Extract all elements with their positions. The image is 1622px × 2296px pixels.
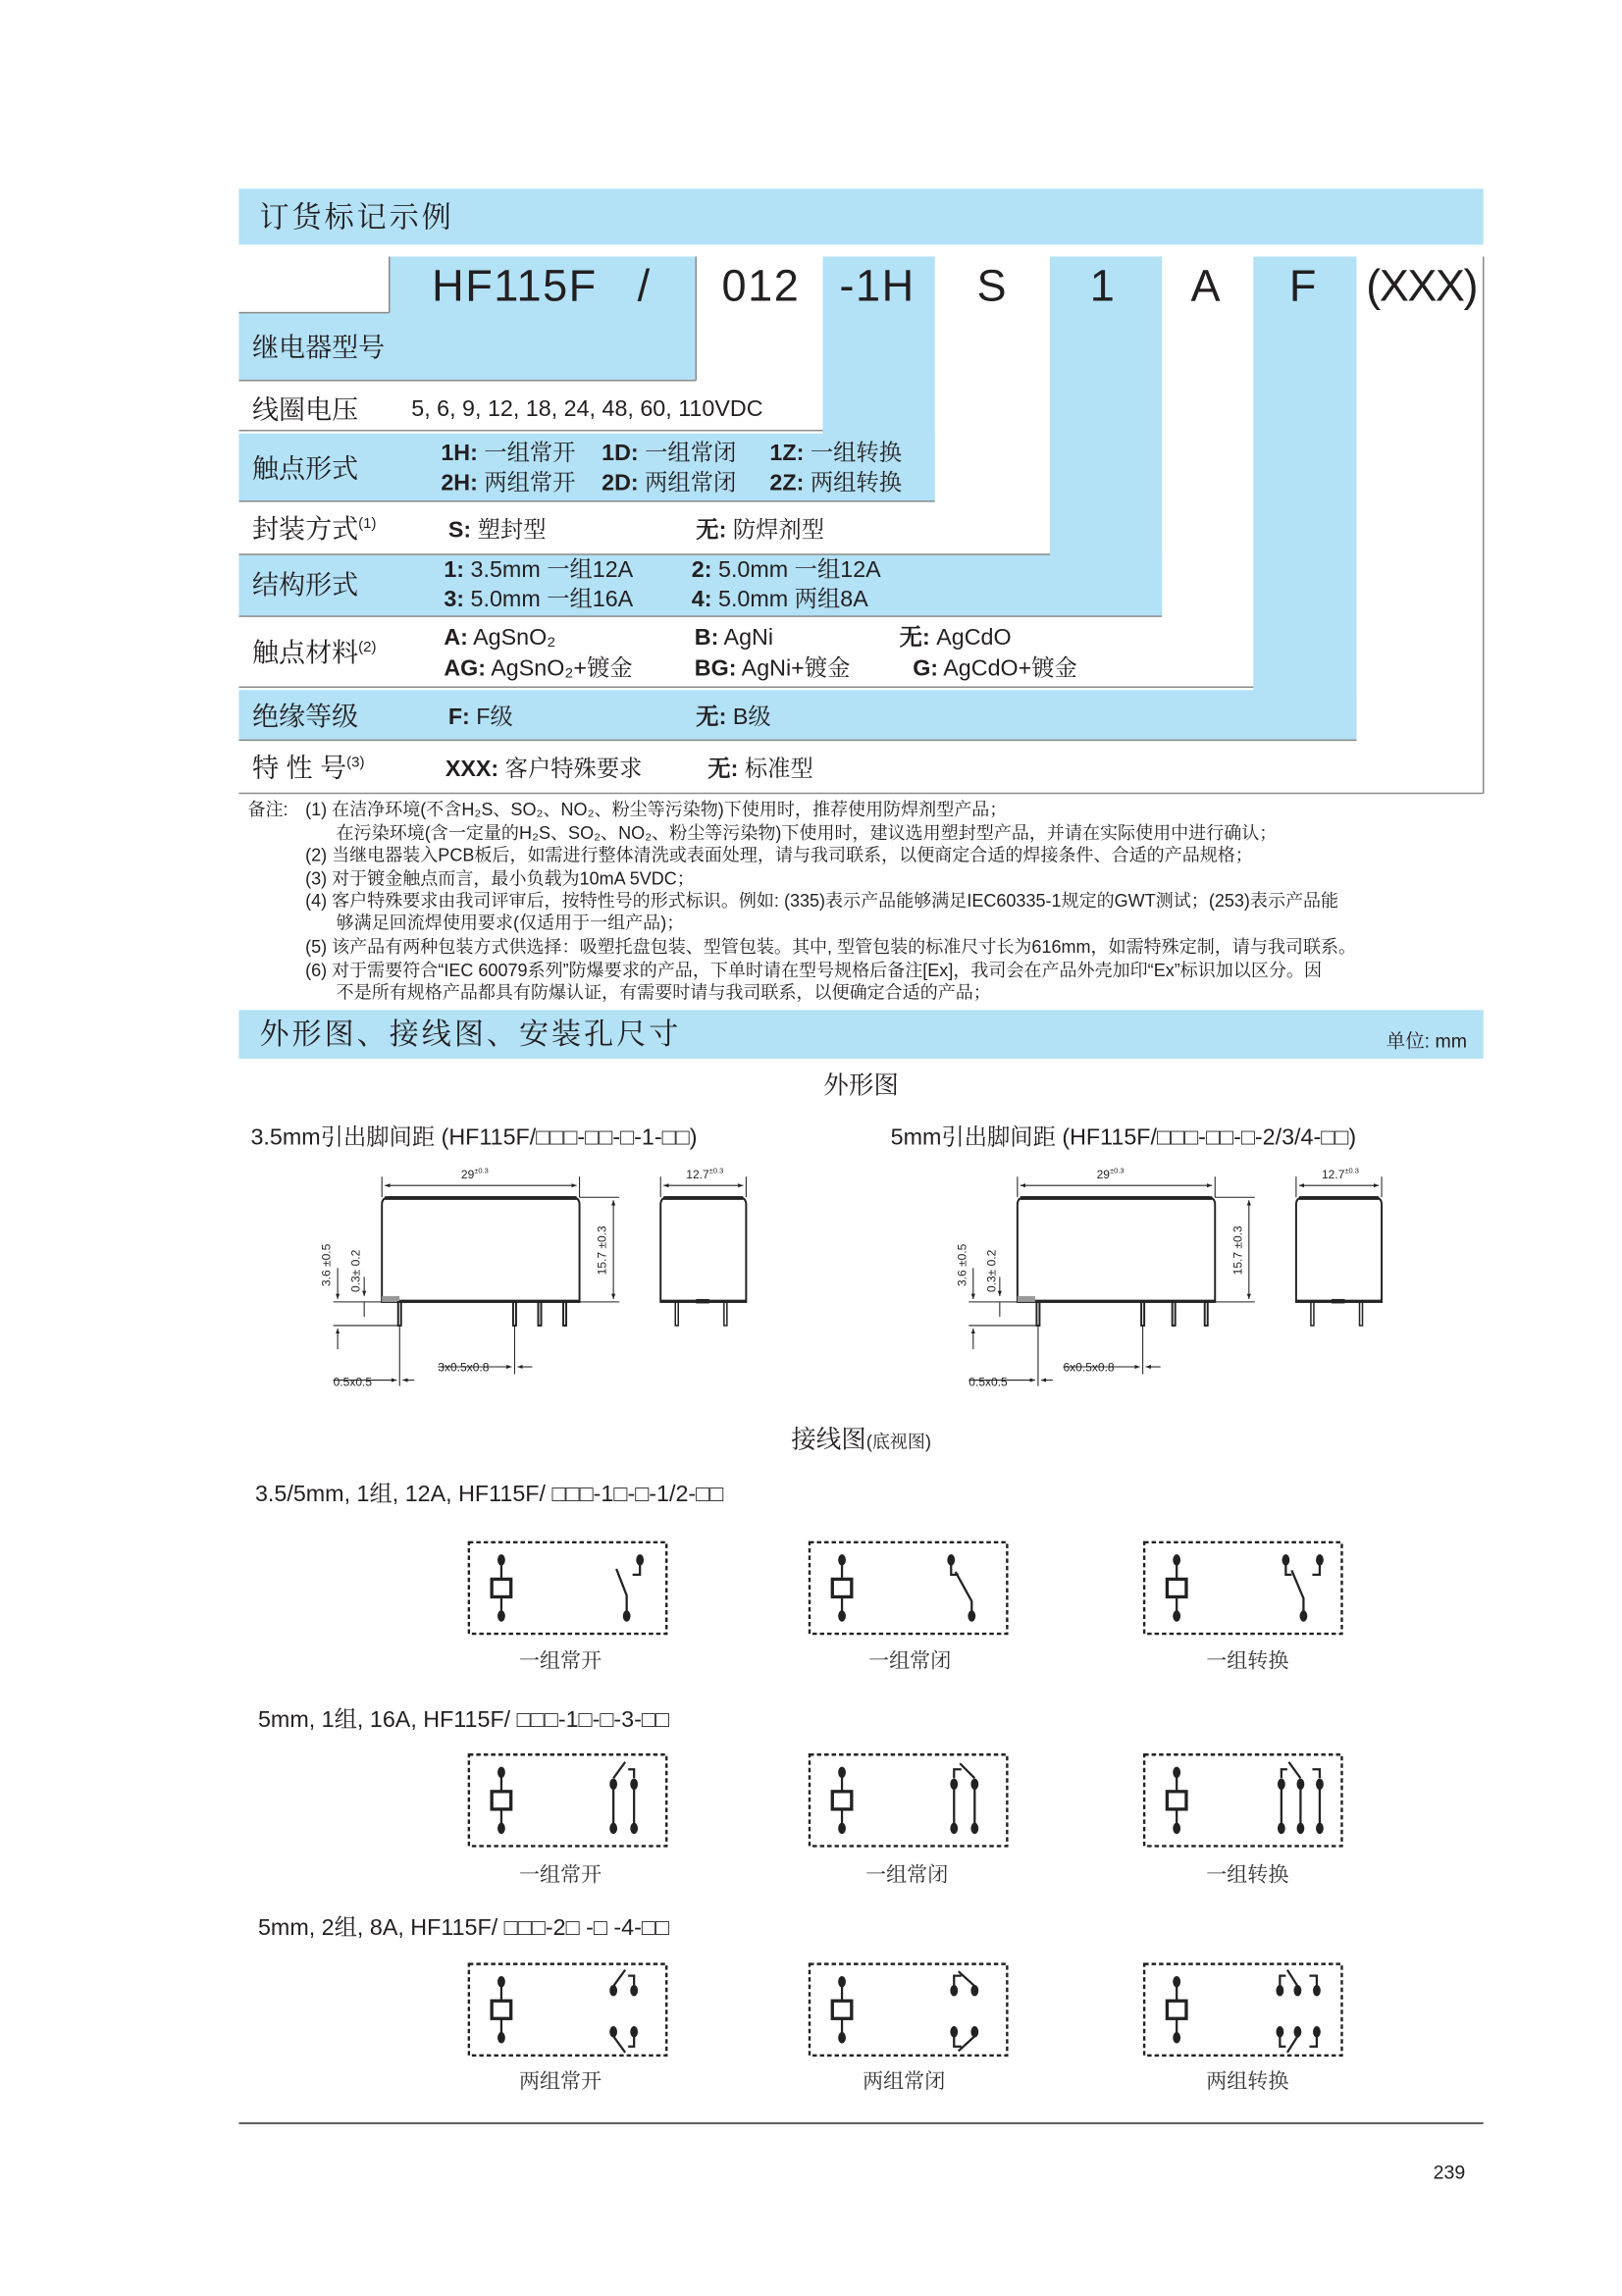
option-2d: 2D: 两组常闭 <box>602 470 737 496</box>
dim-standoff: 0.3± 0.2 <box>984 1249 999 1293</box>
note-line: (4) 客户特殊要求由我司评审后，按特性号的形式标识。例如: (335)表示产品能够满足IEC60335-1规定的GWT测试；(253)表示产品能 <box>305 890 1339 912</box>
dim-pin-square: 0.5x0.5 <box>968 1376 1008 1389</box>
note-line: (3) 对于镀金触点而言，最小负载为10mA 5VDC； <box>305 868 695 890</box>
dim-width: $12.7^{\pm 0.3}$ <box>1321 1167 1359 1182</box>
label-insulation: 绝缘等级 <box>251 702 359 732</box>
option-material-bg: BG: AgNi+镀金 <box>694 656 851 682</box>
option-special-standard: 无: 标准型 <box>707 757 813 782</box>
wiring-2-group-8a-co <box>1144 1964 1341 2056</box>
option-2z: 2Z: 两组转换 <box>769 470 903 496</box>
wiring-caption: 两组常闭 <box>863 2068 946 2093</box>
note-line: 不是所有规格产品都具有防爆认证，有需要时请与我司联系，以便确定合适的产品； <box>336 981 991 1003</box>
insulation-row <box>238 690 1356 740</box>
wiring-caption: 两组转换 <box>1206 2068 1289 2093</box>
wiring-group-title: 5mm, 1组, 16A, HF115F/ □□□-1□-□-3-□□ <box>257 1707 670 1734</box>
option-insulation-f: F: F级 <box>447 704 513 731</box>
outline-caption-5mm: 5mm引出脚间距 (HF115F/□□□-□□-□-2/3/4-□□) <box>890 1124 1357 1151</box>
code-material: A <box>1190 262 1223 312</box>
option-flux-proof: 无: 防焊剂型 <box>696 517 825 544</box>
relay-body-side <box>660 1197 746 1302</box>
relay-body-side <box>1296 1197 1382 1302</box>
note-line: (5) 该产品有两种包装方式供选择：吸塑托盘包装、型管包装。其中, 型管包装的标准尺寸长为616mm，如需特殊定制，请与我司联系。 <box>305 936 1357 958</box>
wiring-caption: 一组常闭 <box>868 1648 952 1673</box>
dim-height: 15.7 ±0.3 <box>1230 1226 1245 1276</box>
label-contact-form: 触点形式 <box>251 453 359 484</box>
label-enclosure: 封装方式$^{(1)}$ <box>251 514 377 545</box>
wiring-1-group-12a-nc <box>810 1542 1007 1634</box>
option-material-b: B: AgNi <box>694 625 774 652</box>
drawings-title: 外形图、接线图、安装孔尺寸 <box>259 1018 682 1052</box>
option-2h: 2H: 两组常开 <box>441 470 576 496</box>
wiring-caption: 一组常开 <box>518 1861 602 1886</box>
pins <box>398 1302 566 1326</box>
wiring-group-title: 3.5/5mm, 1组, 12A, HF115F/ □□□-1□-□-1/2-□□ <box>254 1482 724 1508</box>
page-number: 239 <box>1433 2161 1466 2183</box>
wiring-1-group-16a-co <box>1144 1754 1341 1846</box>
unit-label: 单位: mm <box>1386 1029 1468 1053</box>
dim-pin-length: 3.6 ±0.5 <box>955 1243 969 1287</box>
wiring-caption: 两组常开 <box>518 2068 602 2093</box>
wiring-1-group-16a-no <box>469 1754 666 1846</box>
outline-drawing-5mm <box>968 1176 1382 1385</box>
dim-standoff: 0.3± 0.2 <box>349 1249 363 1293</box>
dim-height: 15.7 ±0.3 <box>596 1226 609 1276</box>
notes-prefix: 备注: <box>247 799 288 820</box>
code-construction: 1 <box>1089 262 1117 312</box>
option-construction-1: 1: 3.5mm 一组12A <box>444 557 634 583</box>
wiring-1-group-16a-nc <box>810 1754 1007 1846</box>
option-construction-2: 2: 5.0mm 一组12A <box>691 557 881 583</box>
wiring-caption: 一组常闭 <box>865 1861 949 1886</box>
outline-title: 外形图 <box>823 1070 899 1100</box>
note-line: 在污染环境(含一定量的H₂S、SO₂、NO₂、粉尘等污染物)下使用时，建议选用塑封型产品，并请在实际使用中进行确认； <box>336 822 1278 844</box>
outline-caption-3-5mm: 3.5mm引出脚间距 (HF115F/□□□-□□-□-1-□□) <box>250 1124 698 1151</box>
outline-drawing-3-5mm <box>334 1176 747 1385</box>
note-line: (6) 对于需要符合“IEC 60079系列”防爆要求的产品，下单时请在型号规格后备注[Ex]，我司会在产品外壳加印“Ex”标识加以区分。因 <box>305 960 1323 981</box>
pins <box>1036 1302 1207 1326</box>
code-enclosure: S <box>976 262 1009 312</box>
dim-length: $29^{\pm 0.3}$ <box>460 1167 489 1182</box>
option-special-xxx: XXX: 客户特殊要求 <box>445 757 643 782</box>
dim-pin-square: 0.5x0.5 <box>333 1376 373 1389</box>
relay-body-front <box>1018 1197 1215 1302</box>
wiring-1-group-12a-co <box>1144 1542 1341 1634</box>
dim-pins-right: 6x0.5x0.8 <box>1063 1361 1115 1375</box>
option-s: S: 塑封型 <box>447 517 547 544</box>
wiring-2-group-8a-no <box>469 1964 666 2056</box>
code-insulation: F <box>1288 262 1318 312</box>
label-relay-type: 继电器型号 <box>251 333 386 363</box>
dim-pin-length: 3.6 ±0.5 <box>320 1243 334 1287</box>
option-1d: 1D: 一组常闭 <box>602 441 737 467</box>
option-material-ag: AG: AgSnO₂+镀金 <box>444 656 633 682</box>
dim-width: $12.7^{\pm 0.3}$ <box>686 1167 724 1182</box>
wiring-title: 接线图(底视图) <box>791 1426 931 1454</box>
option-construction-4: 4: 5.0mm 两组8A <box>691 587 868 613</box>
label-construction: 结构形式 <box>251 570 359 600</box>
label-contact-material: 触点材料$^{(2)}$ <box>251 638 377 668</box>
label-coil-voltage: 线圈电压 <box>251 394 359 425</box>
ordering-title: 订货标记示例 <box>259 201 454 235</box>
relay-body-front <box>382 1197 579 1302</box>
code-model: HF115F <box>432 262 598 312</box>
option-construction-3: 3: 5.0mm 一组16A <box>444 587 634 613</box>
wiring-caption: 一组转换 <box>1206 1648 1289 1673</box>
coil-voltage-values: 5, 6, 9, 12, 18, 24, 48, 60, 110VDC <box>411 396 763 423</box>
option-material-a: A: AgSnO₂ <box>444 625 556 652</box>
note-line: (1) 在洁净环境(不含H₂S、SO₂、NO₂、粉尘等污染物)下使用时，推荐使用防焊剂型产品； <box>305 799 1008 820</box>
wiring-caption: 一组常开 <box>518 1648 602 1673</box>
note-line: 够满足回流焊使用要求(仅适用于一组产品)； <box>336 913 685 934</box>
code-slash: / <box>637 262 652 312</box>
code-voltage: 012 <box>721 262 801 312</box>
option-material-g: G: AgCdO+镀金 <box>913 656 1077 682</box>
option-material-none: 无: AgCdO <box>899 625 1012 652</box>
wiring-caption: 一组转换 <box>1206 1861 1289 1886</box>
insulation-column <box>1253 256 1356 740</box>
wiring-2-group-8a-nc <box>810 1964 1007 2056</box>
option-1h: 1H: 一组常开 <box>441 441 576 467</box>
dim-length: $29^{\pm 0.3}$ <box>1096 1167 1125 1182</box>
wiring-group-title: 5mm, 2组, 8A, HF115F/ □□□-2□ -□ -4-□□ <box>257 1915 670 1941</box>
label-special: 特 性 号$^{(3)}$ <box>251 753 365 783</box>
option-insulation-b: 无: B级 <box>696 704 771 731</box>
note-line: (2) 当继电器装入PCB板后，如需进行整体清洗或表面处理，请与我司联系，以便商定合适的焊接条件、合适的产品规格； <box>305 845 1253 866</box>
code-contact-form: -1H <box>839 262 916 312</box>
dim-pins-left: 3x0.5x0.8 <box>438 1361 490 1375</box>
wiring-1-group-12a-no <box>469 1542 666 1634</box>
option-1z: 1Z: 一组转换 <box>769 441 903 467</box>
code-special: (XXX) <box>1366 262 1477 312</box>
